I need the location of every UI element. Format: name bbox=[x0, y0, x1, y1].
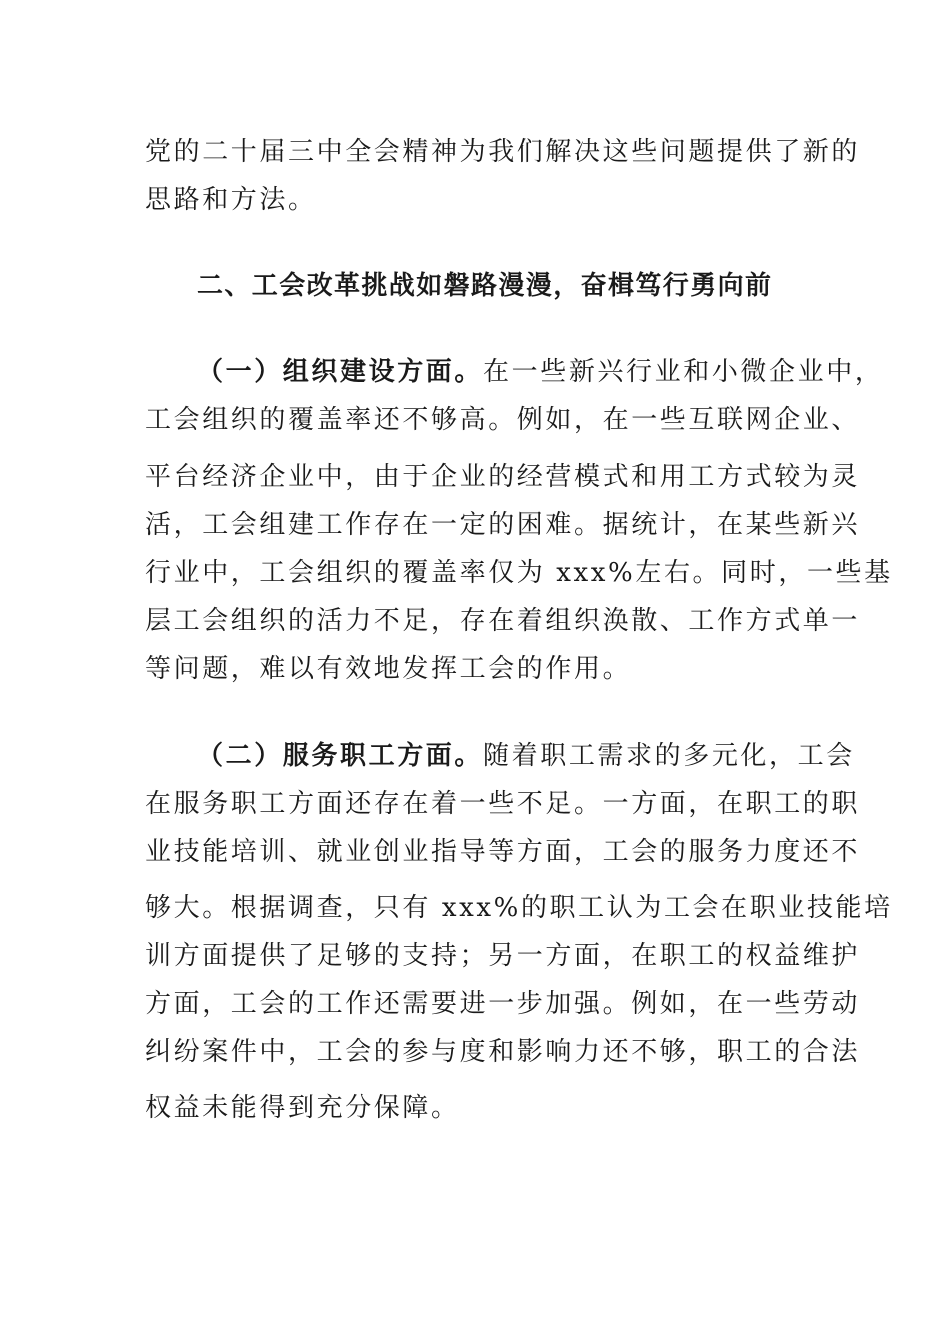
subsection2-line: 纠纷案件中，工会的参与度和影响力还不够，职工的合法 bbox=[145, 1037, 861, 1067]
intro-line-1: 党的二十届三中全会精神为我们解决这些问题提供了新的 bbox=[145, 137, 861, 167]
section-heading: 二、工会改革挑战如磐路漫漫，奋楫笃行勇向前 bbox=[197, 271, 773, 301]
subsection2-line: 方面，工会的工作还需要进一步加强。例如，在一些劳动 bbox=[145, 989, 861, 1019]
subsection1-first-line bbox=[197, 357, 883, 387]
subsection1-line: 活，工会组建工作存在一定的困难。据统计，在某些新兴 bbox=[145, 510, 861, 540]
intro-line-2: 思路和方法。 bbox=[145, 185, 317, 215]
subsection1-line: 工会组织的覆盖率还不够高。例如，在一些互联网企业、 bbox=[145, 405, 861, 435]
subsection2-line: 够大。根据调查，只有 xxx%的职工认为工会在职业技能培 bbox=[145, 893, 893, 923]
subsection1-first-line-text: 在一些新兴行业和小微企业中， bbox=[483, 357, 884, 387]
subsection2-first-line-text: 随着职工需求的多元化，工会 bbox=[483, 741, 855, 771]
subsection1-line: 平台经济企业中，由于企业的经营模式和用工方式较为灵 bbox=[145, 462, 861, 492]
subsection2-line: 权益未能得到充分保障。 bbox=[145, 1093, 460, 1123]
subsection2-lead: （二）服务职工方面。 bbox=[197, 741, 484, 771]
subsection1-line: 行业中，工会组织的覆盖率仅为 xxx%左右。同时，一些基 bbox=[145, 558, 893, 588]
subsection2-line: 业技能培训、就业创业指导等方面，工会的服务力度还不 bbox=[145, 837, 861, 867]
subsection1-lead: （一）组织建设方面。 bbox=[197, 357, 484, 387]
subsection1-line: 层工会组织的活力不足，存在着组织涣散、工作方式单一 bbox=[145, 606, 861, 636]
subsection2-line: 训方面提供了足够的支持；另一方面，在职工的权益维护 bbox=[145, 941, 861, 971]
subsection2-line: 在服务职工方面还存在着一些不足。一方面，在职工的职 bbox=[145, 789, 861, 819]
subsection2-first-line bbox=[197, 741, 855, 771]
subsection1-line: 等问题，难以有效地发挥工会的作用。 bbox=[145, 654, 632, 684]
